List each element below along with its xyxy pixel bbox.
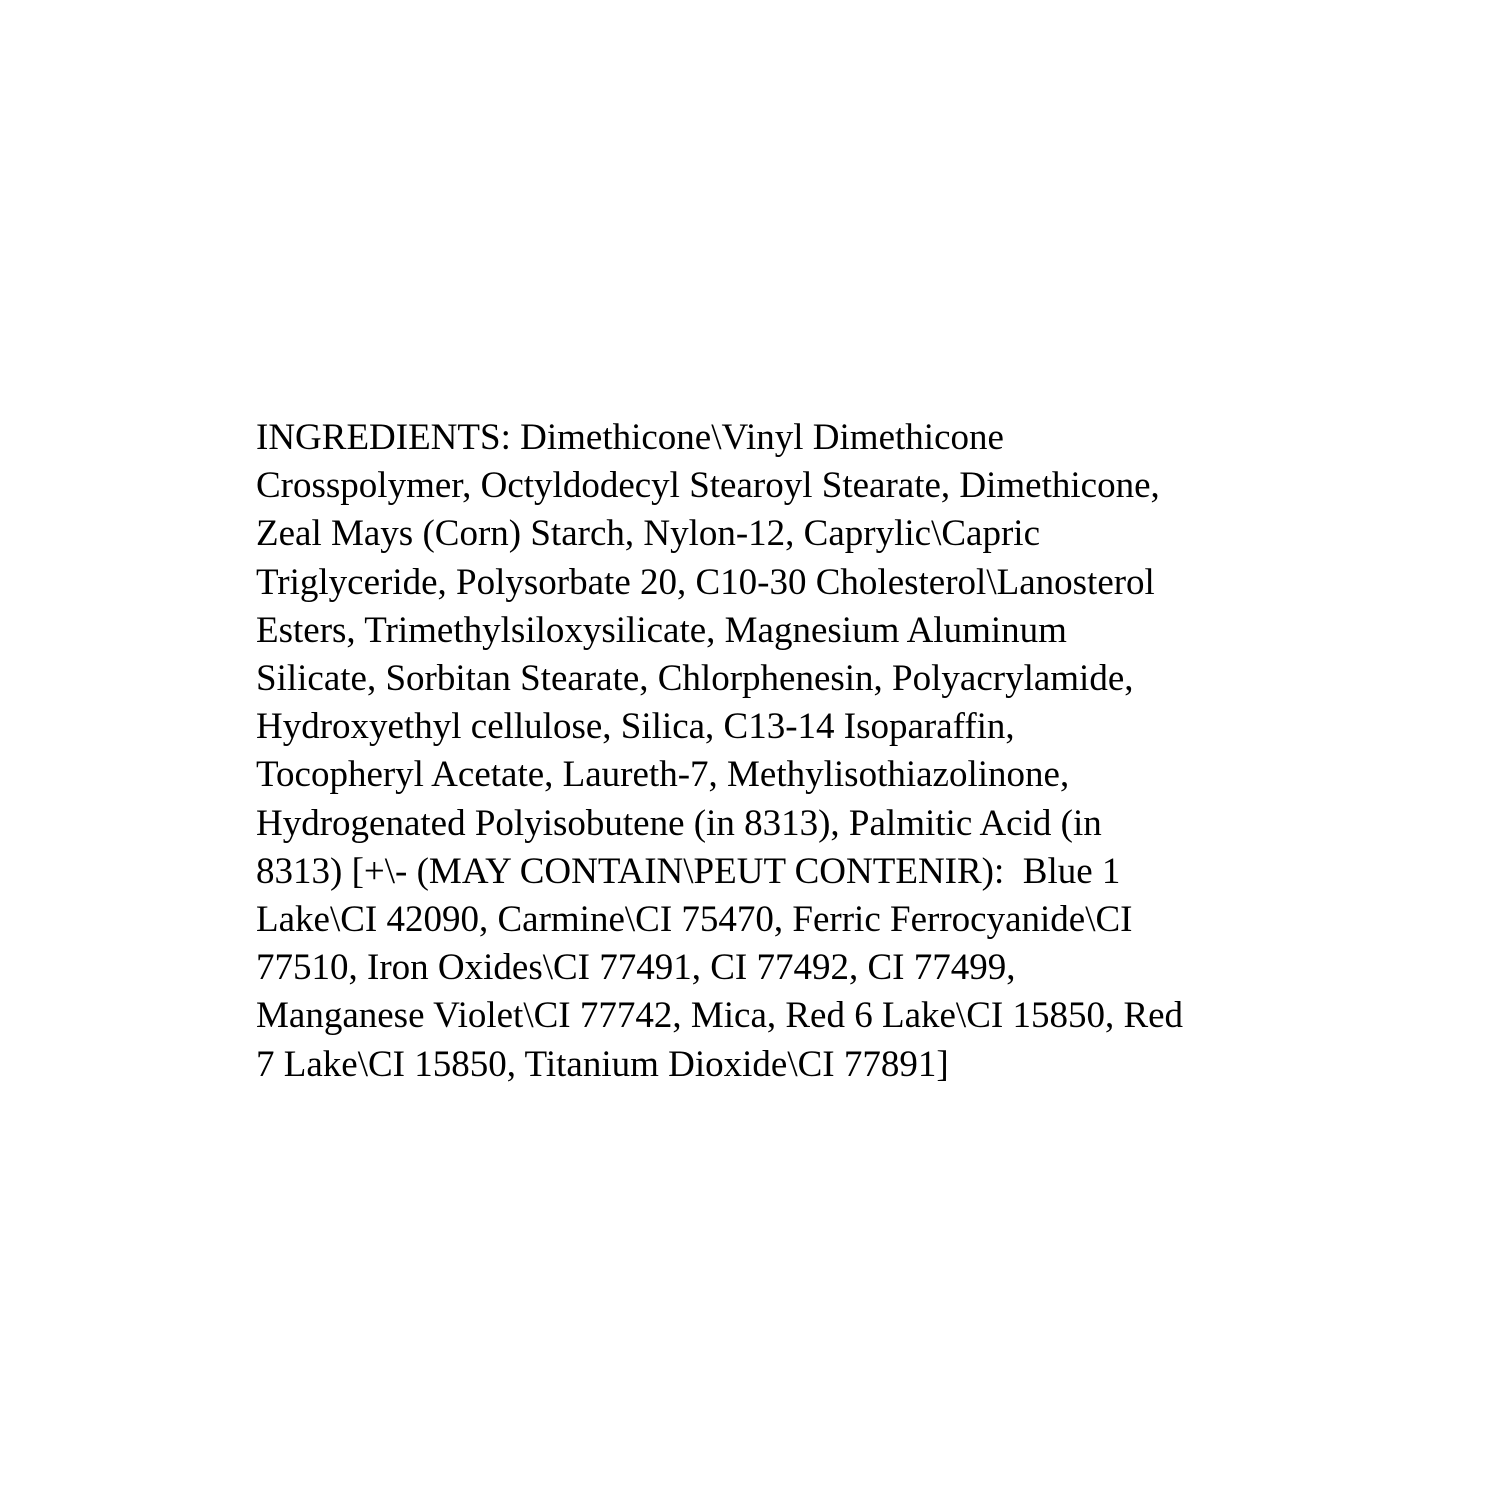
ingredients-line: Silicate, Sorbitan Stearate, Chlorphenesin, Polyacrylamide, bbox=[256, 658, 1134, 700]
ingredients-line: 77510, Iron Oxides\CI 77491, CI 77492, CI 77499, bbox=[256, 947, 1016, 989]
ingredients-line: 7 Lake\CI 15850, Titanium Dioxide\CI 77891] bbox=[256, 1043, 949, 1085]
ingredients-line: Hydrogenated Polyisobutene (in 8313), Palmitic Acid (in bbox=[256, 802, 1102, 844]
ingredients-line: Triglyceride, Polysorbate 20, C10-30 Cholesterol\Lanosterol bbox=[256, 561, 1155, 603]
ingredients-line: Tocopheryl Acetate, Laureth-7, Methylisothiazolinone, bbox=[256, 754, 1070, 796]
ingredients-line: Esters, Trimethylsiloxysilicate, Magnesium Aluminum bbox=[256, 609, 1067, 651]
ingredients-line: INGREDIENTS: Dimethicone\Vinyl Dimethicone bbox=[256, 417, 1004, 458]
ingredients-line: Zeal Mays (Corn) Starch, Nylon-12, Caprylic\Capric bbox=[256, 513, 1040, 555]
ingredients-line: Crosspolymer, Octyldodecyl Stearoyl Stearate, Dimethicone, bbox=[256, 465, 1160, 507]
ingredients-line: Manganese Violet\CI 77742, Mica, Red 6 Lake\CI 15850, Red bbox=[256, 995, 1184, 1037]
ingredients-line: 8313) [+\- (MAY CONTAIN\PEUT CONTENIR): Blue 1 bbox=[256, 850, 1121, 892]
ingredients-text-block bbox=[256, 414, 1266, 1089]
ingredients-line: Hydroxyethyl cellulose, Silica, C13-14 Isoparaffin, bbox=[256, 706, 1015, 748]
ingredients-line: Lake\CI 42090, Carmine\CI 75470, Ferric Ferrocyanide\CI bbox=[256, 899, 1133, 941]
